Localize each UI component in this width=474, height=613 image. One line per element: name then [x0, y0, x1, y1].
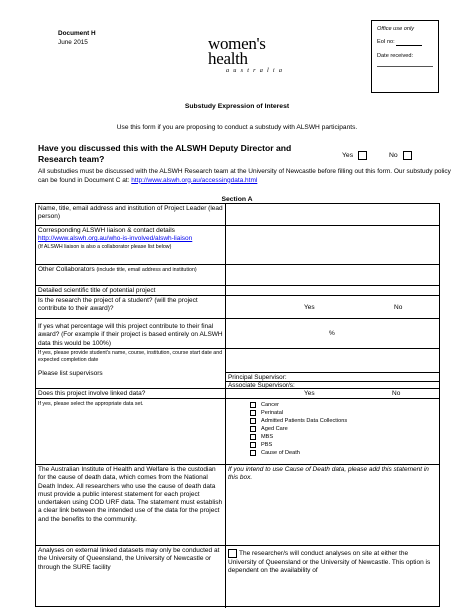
checkbox-icon[interactable]: [250, 418, 256, 424]
discussion-no: [389, 151, 412, 160]
aihw-statement-label: The Australian Institute of Health and Welfare is the custodian for the cause of death data, which comes from the National Death Index. All researchers who use the cause of death data must provide a public interest statement for each project undertaken using COD URF data. The statement must establish a clear link between the intended use of the data for the project and the benefits to the community.: [36, 465, 226, 545]
document-date: June 2015: [58, 39, 88, 46]
student-no-option[interactable]: No: [394, 304, 403, 311]
linked-data-label: Does this project involve linked data?: [36, 389, 226, 398]
checkbox-icon[interactable]: [250, 434, 256, 440]
external-analyses-option: [226, 546, 439, 608]
discussion-yes-checkbox[interactable]: [358, 151, 367, 160]
checkbox-icon[interactable]: [250, 402, 256, 408]
row-liaison: [36, 226, 439, 265]
collaborators-label-cell: [36, 265, 226, 285]
dataset-mbs[interactable]: [250, 433, 439, 441]
liaison-note: (If ALSWH liaison is also a collaborator please list below): [38, 243, 172, 250]
dataset-admitted-patients[interactable]: [250, 417, 439, 425]
discussion-no-label: No: [389, 152, 398, 159]
dataset-label: Admitted Patients Data Collections: [261, 417, 348, 424]
document-id: Document H: [58, 30, 96, 37]
received-field[interactable]: [377, 66, 433, 67]
row-collaborators: [36, 265, 439, 286]
percentage-input[interactable]: [226, 319, 439, 348]
datasets-note: [36, 399, 226, 464]
dataset-label: Aged Care: [261, 425, 288, 432]
row-linked-data: [36, 389, 439, 399]
row-external-analyses: [36, 546, 439, 608]
external-analyses-label: Analyses on external linked datasets may only be conducted at the University of Queensland, the University of Newcastle or through the SURE facility: [36, 546, 226, 608]
discussion-yes-label: Yes: [342, 152, 354, 159]
eoi-field[interactable]: [396, 45, 422, 46]
supervisors-fields: [226, 349, 439, 388]
dataset-cause-of-death[interactable]: [250, 449, 439, 457]
liaison-label-cell: [36, 226, 226, 264]
project-leader-label: Name, title, email address and institution of Project Leader (lead person): [36, 204, 226, 225]
section-a-table: [35, 203, 440, 607]
row-student-project: [36, 296, 439, 319]
collaborators-input[interactable]: [226, 265, 439, 285]
logo-line3: australia: [226, 67, 287, 74]
associate-supervisor-label: Associate Supervisor/s:: [228, 382, 295, 388]
checkbox-icon[interactable]: [250, 410, 256, 416]
checkbox-icon[interactable]: [250, 426, 256, 432]
eoi-row: [377, 38, 433, 46]
dataset-label: PBS: [261, 441, 273, 448]
student-yes-option[interactable]: Yes: [304, 304, 315, 311]
collaborators-note: (include title, email address and institution): [96, 267, 197, 273]
office-use-box: [371, 20, 439, 93]
cause-of-death-instruction: If you intend to use Cause of Death data, please add this statement in this box.: [228, 466, 429, 482]
scientific-title-input[interactable]: [226, 286, 439, 295]
row-project-leader: [36, 204, 439, 226]
student-project-options: [226, 296, 439, 318]
policy-link[interactable]: http://www.alswh.org.au/accessingdata.html: [131, 176, 258, 184]
intro-text: Use this form if you are proposing to conduct a substudy with ALSWH participants.: [116, 124, 358, 131]
liaison-link[interactable]: http://www.alswh.org.au/who-is-involved/alswh-liaison: [38, 235, 193, 243]
onsite-analysis-text: The researcher/s will conduct analyses on site at either the University of Queensland or the University of Newcastle. This option is dependent on the availability of: [228, 550, 431, 574]
discussion-question: Have you discussed this with the ALSWH Deputy Director and Research team?: [38, 143, 292, 164]
linked-data-options: [226, 389, 439, 398]
discussion-yes: [342, 151, 367, 160]
dataset-pbs[interactable]: [250, 441, 439, 449]
student-details-input[interactable]: [226, 349, 439, 373]
percent-symbol: %: [329, 330, 335, 337]
document-meta: [58, 29, 96, 47]
linked-yes-option[interactable]: Yes: [304, 390, 315, 397]
row-supervisors: [36, 349, 439, 389]
percentage-label: If yes what percentage will this project contribute to their final award? (For example if their project is based entirely on ALSWH data this would be 100%): [36, 319, 226, 348]
office-use-title: Office use only: [377, 26, 414, 32]
liaison-input[interactable]: [226, 226, 439, 264]
section-a-title: Section A: [221, 196, 253, 203]
cause-of-death-statement-input[interactable]: [226, 465, 439, 545]
checkbox-icon[interactable]: [250, 450, 256, 456]
datasets-note-text: If yes, please select the appropriate data set.: [38, 401, 144, 407]
student-details-note: If yes, please provide student's name, course, institution, course start date and expected completion date: [38, 350, 223, 363]
checkbox-icon[interactable]: [250, 442, 256, 448]
student-project-label: Is the research the project of a student? (will the project contribute to their award)?: [36, 296, 226, 318]
principal-supervisor-label: Principal Supervisor:: [228, 374, 287, 381]
dataset-cancer[interactable]: [250, 401, 439, 409]
policy-body: All substudies must be discussed with the ALSWH Research team at the University of Newcastle before filling out this form. Our substudy policy can be found in Document C at:: [38, 168, 451, 184]
eoi-label: EoI no:: [377, 39, 395, 45]
dataset-aged-care[interactable]: [250, 425, 439, 433]
logo-line2: health: [208, 49, 248, 68]
dataset-label: Perinatal: [261, 409, 284, 416]
received-label: Date received:: [377, 53, 414, 59]
onsite-analysis-checkbox[interactable]: [228, 549, 237, 558]
supervisors-label-cell: [36, 349, 226, 388]
row-datasets: [36, 399, 439, 465]
policy-text: [38, 168, 453, 185]
womens-health-logo: [208, 36, 298, 74]
supervisors-label: Please list supervisors: [38, 370, 103, 377]
dataset-perinatal[interactable]: [250, 409, 439, 417]
dataset-label: MBS: [261, 433, 274, 440]
datasets-list: [226, 399, 439, 464]
project-leader-input[interactable]: [226, 204, 439, 225]
dataset-label: Cancer: [261, 401, 280, 408]
principal-supervisor-field[interactable]: [226, 373, 439, 382]
liaison-label: Corresponding ALSWH liaison & contact details: [38, 227, 175, 234]
discussion-no-checkbox[interactable]: [403, 151, 412, 160]
scientific-title-label: Detailed scientific title of potential project: [36, 286, 226, 295]
row-scientific-title: [36, 286, 439, 296]
dataset-label: Cause of Death: [261, 449, 300, 456]
row-percentage: [36, 319, 439, 349]
collaborators-label: Other Collaborators: [38, 266, 95, 273]
associate-supervisor-field[interactable]: [226, 382, 439, 388]
received-row: [377, 52, 433, 67]
linked-no-option[interactable]: No: [392, 390, 401, 397]
row-cause-of-death: [36, 465, 439, 546]
form-title: Substudy Expression of Interest: [184, 103, 290, 110]
logo-line1: women's: [208, 34, 266, 53]
